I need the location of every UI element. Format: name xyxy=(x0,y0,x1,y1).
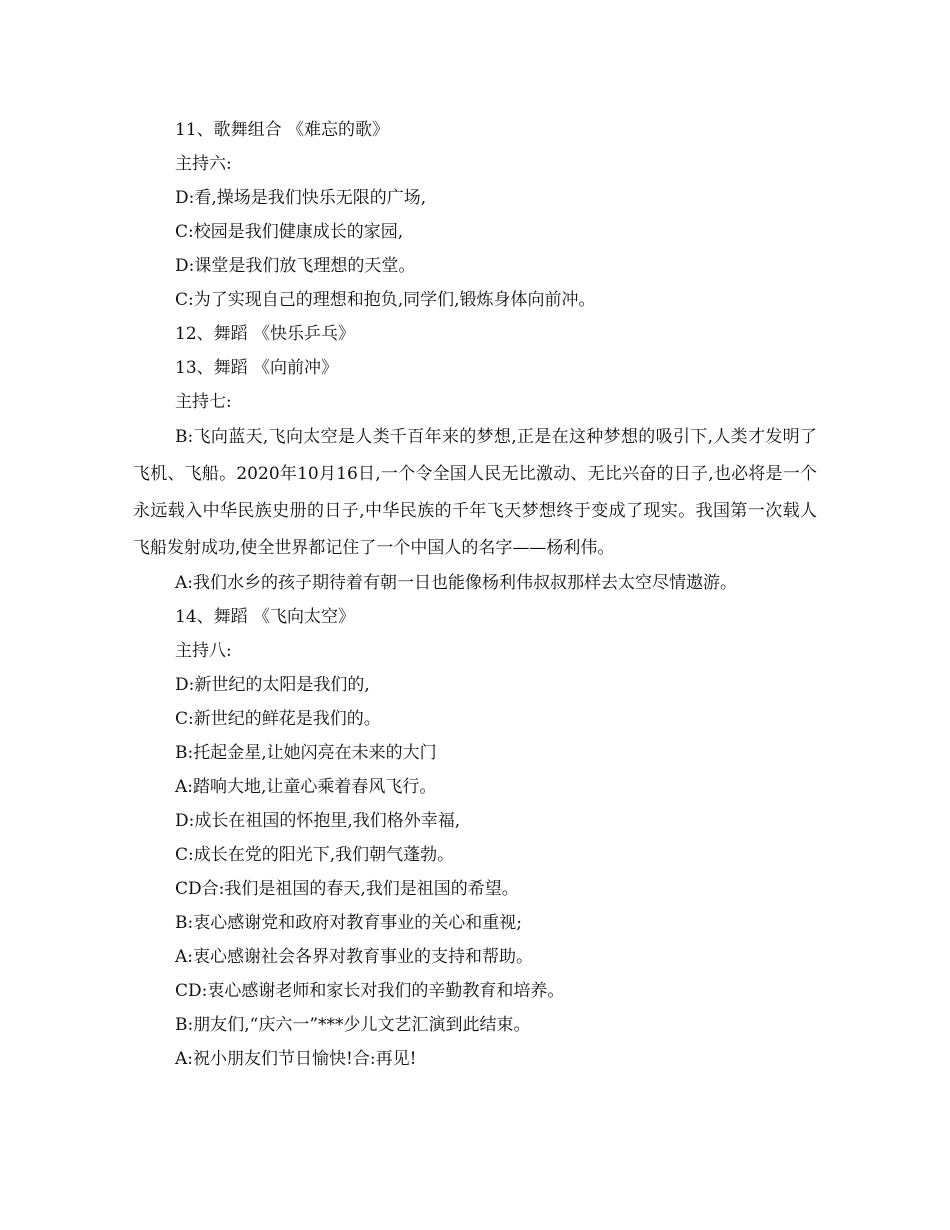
program-item-13: 13、舞蹈 《向前冲》 xyxy=(175,358,339,378)
program-item-11: 11、歌舞组合 《难忘的歌》 xyxy=(175,120,390,140)
dialogue-line: D:成长在祖国的怀抱里,我们格外幸福, xyxy=(175,811,461,831)
dialogue-line: C:成长在党的阳光下,我们朝气蓬勃。 xyxy=(175,845,455,865)
dialogue-line: B:衷心感谢党和政府对教育事业的关心和重视; xyxy=(175,913,522,933)
program-item-12: 12、舞蹈 《快乐乒乓》 xyxy=(175,324,356,344)
dialogue-line: CD合:我们是祖国的春天,我们是祖国的希望。 xyxy=(175,879,519,899)
dialogue-line: A:我们水乡的孩子期待着有朝一日也能像杨利伟叔叔那样去太空尽情遨游。 xyxy=(175,573,738,593)
dialogue-line: A:衷心感谢社会各界对教育事业的支持和帮助。 xyxy=(175,947,534,967)
document-body xyxy=(133,113,817,1076)
dialogue-line: A:踏响大地,让童心乘着春风飞行。 xyxy=(175,777,437,797)
host-section-7: 主持七: xyxy=(175,392,232,412)
dialogue-line: D:课堂是我们放飞理想的天堂。 xyxy=(175,256,416,276)
program-item-14: 14、舞蹈 《飞向太空》 xyxy=(175,607,356,627)
dialogue-line: D:看,操场是我们快乐无限的广场, xyxy=(175,188,427,208)
host-section-6: 主持六: xyxy=(175,154,232,174)
dialogue-line: B:朋友们,“庆六一”***少儿文艺汇演到此结束。 xyxy=(175,1015,531,1035)
dialogue-line: C:校园是我们健康成长的家园, xyxy=(175,222,404,242)
host-section-8: 主持八: xyxy=(175,641,232,661)
dialogue-line: C:为了实现自己的理想和抱负,同学们,锻炼身体向前冲。 xyxy=(175,290,596,310)
dialogue-paragraph: B:飞向蓝天,飞向太空是人类千百年来的梦想,正是在这种梦想的吸引下,人类才发明了飞机、飞船。2020年10月16日,一个令全国人民无比激动、无比兴奋的日子,也必将是一个永远载入中华民族史册的日子,中华民族的千年飞天梦想终于变成了现实。我国第一次载人飞船发射成功,使全世界都记住了一个中国人的名字——杨利伟。 xyxy=(133,427,817,558)
dialogue-line: CD:衷心感谢老师和家长对我们的辛勤教育和培养。 xyxy=(175,981,565,1001)
dialogue-line: A:祝小朋友们节日愉快!合:再见! xyxy=(175,1049,417,1069)
dialogue-line: C:新世纪的鲜花是我们的。 xyxy=(175,709,381,729)
dialogue-line: B:托起金星,让她闪亮在未来的大门 xyxy=(175,743,437,763)
dialogue-line: D:新世纪的太阳是我们的, xyxy=(175,675,370,695)
